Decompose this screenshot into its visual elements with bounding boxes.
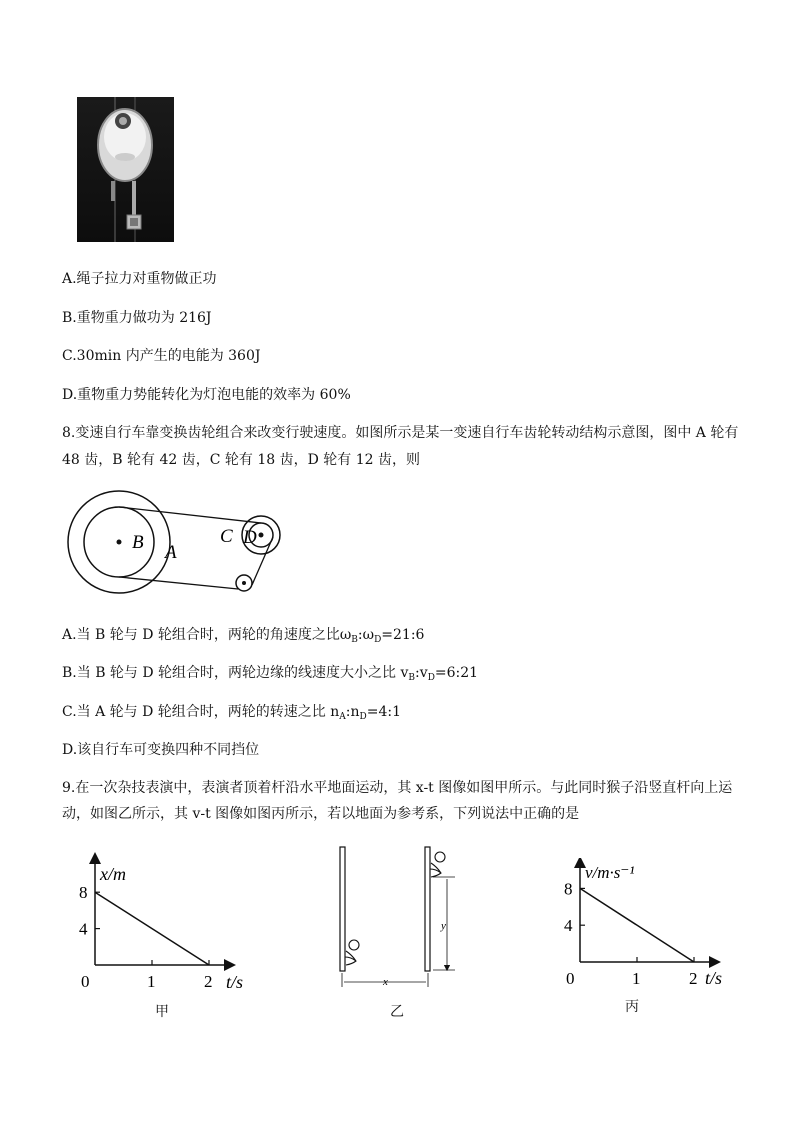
q8-b-sub1: B — [408, 673, 416, 683]
jia-y-tick-label: 4 — [79, 919, 88, 939]
q8-b-mid: :v — [415, 665, 428, 681]
q7-option-b: B.重物重力做功为 216J — [62, 310, 212, 326]
wheel-b-center — [117, 540, 122, 545]
q8-a-omega1: ω — [339, 627, 352, 643]
gravity-light-illustration — [77, 97, 174, 242]
idler-wheel-center — [242, 581, 246, 585]
caption-bing: 丙 — [625, 999, 639, 1015]
monkey-top — [430, 852, 445, 877]
label-b: B — [132, 532, 144, 553]
caption-jia: 甲 — [155, 1004, 169, 1020]
monkey-pole-figure — [330, 845, 460, 995]
gear-diagram — [60, 485, 300, 600]
q8-b-sub2: D — [427, 673, 435, 683]
q8-stem-line1: 8.变速自行车靠变换齿轮组合来改变行驶速度。如图所示是某一变速自行车齿轮转动结构示意图，图中 A 轮有 — [62, 425, 739, 441]
label-a: A — [165, 542, 177, 563]
jia-y-tick-label: 8 — [79, 883, 88, 903]
jia-x-tick-label: 1 — [147, 972, 156, 991]
gravity-light-photo — [77, 97, 174, 242]
q8-stem-line2: 48 齿，B 轮有 42 齿，C 轮有 18 齿，D 轮有 12 齿，则 — [62, 452, 420, 468]
q7-option-a: A.绳子拉力对重物做正功 — [62, 271, 217, 287]
jia-xlabel: t/s — [226, 972, 244, 992]
jia-ylabel: x/m — [100, 864, 126, 884]
chart-bing-vt — [555, 858, 745, 998]
bing-x-tick-label: 1 — [632, 969, 641, 988]
q8-a-omega2: ω — [362, 627, 375, 643]
bing-y-tick-label: 4 — [564, 916, 573, 936]
monkey-bottom — [345, 940, 359, 965]
q8-a-value: =21:6 — [381, 627, 425, 643]
wheel-d-center — [259, 533, 264, 538]
jia-x-tick-label: 0 — [81, 972, 90, 991]
q8-option-a — [62, 626, 424, 649]
right-pole — [425, 847, 430, 971]
bing-xlabel: t/s — [705, 968, 723, 988]
label-c: C — [220, 526, 233, 547]
chain-bottom — [119, 577, 238, 589]
yi-y-label: y — [441, 920, 446, 932]
bing-x-tick-label: 0 — [566, 969, 575, 988]
bing-series-line — [580, 888, 694, 962]
q8-b-text: B.当 B 轮与 D 轮组合时，两轮边缘的线速度大小之比 v — [62, 665, 409, 681]
q7-option-c: C.30min 内产生的电能为 360J — [62, 348, 261, 364]
left-pole — [340, 847, 345, 971]
q7-option-d: D.重物重力势能转化为灯泡电能的效率为 60% — [62, 387, 351, 403]
q8-c-sub2: D — [359, 712, 367, 722]
q8-c-mid: :n — [345, 704, 360, 720]
q8-c-sub1: A — [339, 712, 346, 722]
label-d: D — [243, 527, 257, 548]
caption-yi: 乙 — [390, 1004, 404, 1020]
q8-b-value: =6:21 — [434, 665, 479, 681]
q8-a-sub1: B — [351, 635, 358, 645]
q9-stem-line1: 9.在一次杂技表演中，表演者顶着杆沿水平地面运动，其 x-t 图像如图甲所示。与此同时猴子沿竖直杆向上运 — [62, 780, 733, 796]
chart-jia-xt — [70, 850, 260, 1000]
q9-stem-line2: 动，如图乙所示，其 v-t 图像如图丙所示，若以地面为参考系，下列说法中正确的是 — [62, 806, 580, 822]
bing-x-tick-label: 2 — [689, 969, 698, 988]
q8-c-text: C.当 A 轮与 D 轮组合时，两轮的转速之比 n — [62, 704, 340, 720]
q8-option-c — [62, 703, 401, 726]
q8-a-colon: : — [357, 627, 363, 643]
yi-x-label: x — [383, 976, 388, 988]
q8-option-d: D.该自行车可变换四种不同挡位 — [62, 742, 260, 758]
q8-c-value: =4:1 — [366, 704, 401, 720]
jia-x-tick-label: 2 — [204, 972, 213, 991]
bing-ylabel: v/m·s⁻¹ — [585, 863, 635, 882]
jia-series-line — [95, 892, 209, 965]
q8-option-b — [62, 664, 478, 687]
q8-a-text: A.当 B 轮与 D 轮组合时，两轮的角速度之比 — [62, 627, 340, 643]
q8-a-sub2: D — [374, 635, 382, 645]
bing-y-tick-label: 8 — [564, 879, 573, 899]
